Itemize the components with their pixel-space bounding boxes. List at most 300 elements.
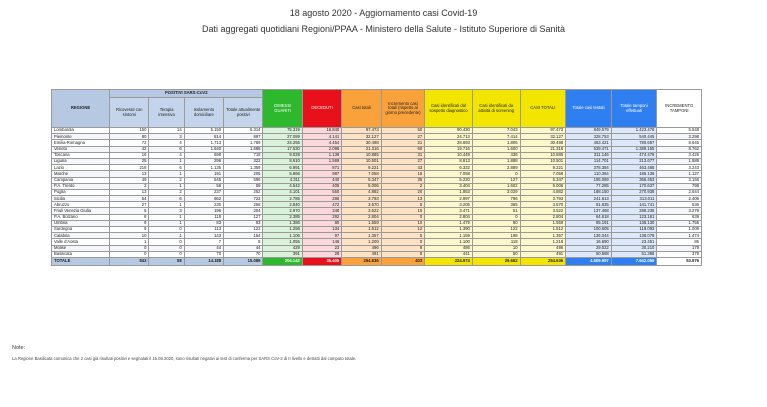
table-cell: 19.716 [425, 146, 473, 152]
table-cell: 365 [472, 202, 520, 208]
table-cell: 137.468 [566, 208, 612, 214]
table-cell: 292 [302, 214, 341, 220]
region-cell: Molise [52, 245, 110, 251]
table-cell: 10 [381, 208, 425, 214]
table-cell: 59 [224, 183, 263, 189]
table-cell: 1.359 [224, 165, 263, 171]
table-cell: 722 [224, 196, 263, 202]
table-cell: 391 [263, 251, 302, 257]
table-cell: 2.804 [520, 214, 566, 220]
table-cell: 146 [302, 239, 341, 245]
total-cell: 254.636 [342, 257, 381, 265]
table-cell: 1.423.476 [611, 128, 657, 134]
table-cell: 440 [302, 177, 341, 183]
table-cell: 639 [657, 214, 702, 220]
header-deceduti: DECEDUTI [302, 90, 341, 128]
header-casi-testati: Totale casi testati [566, 90, 612, 128]
table-cell: 1.009 [657, 227, 702, 233]
table-cell: 127 [472, 177, 520, 183]
table-cell: 44 [224, 245, 263, 251]
table-cell: 486 [425, 245, 473, 251]
region-cell: Umbria [52, 220, 110, 226]
total-cell: 204.142 [263, 257, 302, 265]
table-cell: 56 [184, 183, 223, 189]
table-cell: 188.150 [566, 189, 612, 195]
table-cell: 113 [184, 227, 223, 233]
table-cell: 0 [149, 227, 184, 233]
table-cell: 429 [263, 245, 302, 251]
region-cell: Sardegna [52, 227, 110, 233]
table-cell: 0 [472, 171, 520, 177]
table-cell: 213.677 [611, 158, 657, 164]
table-cell: 3 [149, 134, 184, 140]
table-cell: 127 [224, 214, 263, 220]
table-cell: 185.136 [611, 171, 657, 177]
table-cell: 1.357 [520, 233, 566, 239]
table-cell: 4 [149, 140, 184, 146]
table-cell: 1 [149, 202, 184, 208]
table-cell: 75.319 [263, 128, 302, 134]
table-cell: 8.762 [657, 146, 702, 152]
table-cell: 32.127 [520, 134, 566, 140]
table-cell: 441 [425, 251, 473, 257]
table-cell: 1.135 [184, 165, 223, 171]
table-cell: 7.058 [342, 171, 381, 177]
table-cell: 1.640 [184, 146, 223, 152]
table-cell: 2.804 [425, 214, 473, 220]
region-cell: Basilicata [52, 251, 110, 257]
table-cell: 4.454 [302, 140, 341, 146]
table-cell: 1.600 [472, 146, 520, 152]
table-cell: 9.221 [520, 165, 566, 171]
table-cell: 2.644 [657, 189, 702, 195]
table-cell: 2.406 [657, 196, 702, 202]
table-cell: 1.386 [263, 220, 302, 226]
table-cell: 20 [381, 189, 425, 195]
table-cell: 10.885 [342, 152, 381, 158]
table-cell: 328.753 [566, 134, 612, 140]
table-cell: 849.579 [566, 128, 612, 134]
table-cell: 50 [472, 251, 520, 257]
table-cell: 252 [224, 189, 263, 195]
table-cell: 10.449 [425, 152, 473, 158]
table-cell: 5.548 [657, 128, 702, 134]
note-label: Note: [12, 345, 26, 351]
table-cell: 3.793 [520, 196, 566, 202]
table-cell: 134 [302, 227, 341, 233]
table-cell: 897 [224, 134, 263, 140]
table-cell: 7.043 [472, 128, 520, 134]
header-positivi-group: POSITIVI SARS-CoV2 [110, 90, 263, 98]
table-cell: 1.209 [342, 239, 381, 245]
table-cell: 1.559 [520, 220, 566, 226]
table-cell: 491 [342, 251, 381, 257]
header-dimessi: DIMESSI GUARITI [263, 90, 302, 128]
table-cell: 3.205 [425, 202, 473, 208]
header-regione: REGIONE [52, 90, 110, 128]
table-cell: 8 [224, 239, 263, 245]
table-cell: 436 [472, 152, 520, 158]
header-casi-sospetto: Casi identificati dal sospetto diagnostico [425, 90, 473, 128]
table-cell: 123.161 [611, 214, 657, 220]
table-cell: 1.853 [425, 189, 473, 195]
table-cell: 1.789 [224, 140, 263, 146]
covid-data-table [51, 89, 702, 266]
table-cell: 170.637 [611, 183, 657, 189]
table-cell: 780.697 [611, 140, 657, 146]
region-cell: Abruzzo [52, 202, 110, 208]
table-cell: 0 [381, 239, 425, 245]
table-cell: 5 [110, 208, 149, 214]
table-cell: 32.127 [342, 134, 381, 140]
table-cell: 2 [149, 177, 184, 183]
table-cell: 2.970 [263, 208, 302, 214]
table-cell: 5.866 [263, 171, 302, 177]
table-cell: 5.347 [520, 177, 566, 183]
table-cell: 28.693 [425, 140, 473, 146]
table-cell: 119.093 [611, 227, 657, 233]
table-cell: 496 [520, 245, 566, 251]
region-cell: Toscana [52, 152, 110, 158]
table-cell: 17.530 [263, 146, 302, 152]
header-casi-totali: Casi totali [342, 90, 381, 128]
table-cell: 10.501 [342, 158, 381, 164]
table-cell: 7.414 [472, 134, 520, 140]
table-cell: 30.210 [611, 245, 657, 251]
table-cell: 30.498 [520, 140, 566, 146]
table-cell: 2.785 [263, 196, 302, 202]
table-cell: 110.364 [566, 171, 612, 177]
table-cell: 27 [381, 158, 425, 164]
region-cell: Calabria [52, 233, 110, 239]
table-cell: 30.498 [342, 140, 381, 146]
table-cell: 50 [381, 128, 425, 134]
table-cell: 31 [381, 152, 425, 158]
table-cell: 72 [110, 140, 149, 146]
table-cell: 3.570 [520, 202, 566, 208]
table-cell: 154 [224, 233, 263, 239]
table-cell: 987 [302, 171, 341, 177]
table-cell: 6.332 [425, 165, 473, 171]
region-cell: Lombardia [52, 128, 110, 134]
table-cell: 4.101 [263, 189, 302, 195]
table-cell: 545 [184, 177, 223, 183]
table-cell: 0 [110, 245, 149, 251]
table-cell: 1 [149, 171, 184, 177]
table-cell: 2 [110, 183, 149, 189]
table-cell: 3.471 [425, 208, 473, 214]
table-cell: 51 [472, 208, 520, 214]
region-cell: Veneto [52, 146, 110, 152]
table-cell: 93 [224, 220, 263, 226]
table-cell: 7.058 [425, 171, 473, 177]
table-cell: 1.139 [302, 152, 341, 158]
table-cell: 80 [472, 220, 520, 226]
table-cell: 80 [110, 134, 149, 140]
table-cell: 9 [110, 227, 149, 233]
table-cell: 97 [302, 233, 341, 239]
table-cell: 114.701 [566, 158, 612, 164]
table-cell: 0 [110, 251, 149, 257]
table-cell: 27.089 [263, 134, 302, 140]
table-cell: 179 [657, 245, 702, 251]
table-cell: 1.218 [520, 239, 566, 245]
table-cell: 3.029 [472, 189, 520, 195]
table-cell: 5.347 [342, 177, 381, 183]
table-cell: 14 [149, 128, 184, 134]
table-cell: 9.221 [342, 165, 381, 171]
table-cell: 1.569 [302, 158, 341, 164]
table-cell: 3.243 [657, 165, 702, 171]
table-cell: 496 [342, 245, 381, 251]
table-cell: 1.100 [425, 239, 473, 245]
total-row [52, 257, 702, 265]
table-cell: 2.098 [302, 146, 341, 152]
table-cell: 474.476 [611, 152, 657, 158]
table-cell: 4.141 [302, 134, 341, 140]
table-cell: 5 [381, 202, 425, 208]
table-cell: 83 [184, 220, 223, 226]
total-cell: 7.642.059 [611, 257, 657, 265]
header-tamponi: Totale tamponi effettuati [611, 90, 657, 128]
table-cell: 2 [149, 189, 184, 195]
table-cell: 718 [224, 152, 263, 158]
region-cell: Piemonte [52, 134, 110, 140]
table-cell: 191 [184, 171, 223, 177]
table-cell: 5.314 [224, 128, 263, 134]
table-cell: 97.473 [342, 128, 381, 134]
region-cell: Puglia [52, 189, 110, 195]
table-cell: 348 [302, 208, 341, 214]
table-cell: 379 [657, 251, 702, 257]
table-cell: 3.425 [657, 152, 702, 158]
table-cell: 5 [381, 233, 425, 239]
table-cell: 1.055 [263, 239, 302, 245]
table-cell: 1.479 [425, 220, 473, 226]
total-cell: 29.662 [472, 257, 520, 265]
header-incremento-tamponi: INCREMENTO TAMPONI [657, 90, 702, 128]
table-cell: 463.421 [566, 140, 612, 146]
table-cell: 138.078 [611, 233, 657, 239]
table-cell: 1.589 [657, 158, 702, 164]
table-cell: 122 [472, 227, 520, 233]
total-cell: 14.188 [184, 257, 223, 265]
region-cell: P.A. Trento [52, 183, 110, 189]
table-cell: 1.512 [342, 227, 381, 233]
table-cell: 91.835 [566, 202, 612, 208]
region-cell: Campania [52, 177, 110, 183]
table-cell: 3.279 [657, 208, 702, 214]
table-cell: 8.610 [263, 158, 302, 164]
table-cell: 3.522 [342, 208, 381, 214]
table-cell: 550 [302, 189, 341, 195]
table-cell: 24.713 [425, 134, 473, 140]
table-cell: 13 [110, 171, 149, 177]
table-cell: 1.474 [657, 233, 702, 239]
table-cell: 4.311 [263, 177, 302, 183]
table-cell: 1.888 [472, 158, 520, 164]
table-cell: 7.058 [520, 171, 566, 177]
page-subtitle: Dati aggregati quotidiani Regioni/PPAA - Ministero della Salute - Istituto Superiore di Sanità [201, 24, 566, 34]
table-cell: 1.559 [342, 220, 381, 226]
table-cell: 4.542 [263, 183, 302, 189]
table-cell: 1.512 [520, 227, 566, 233]
page-title: 18 agosto 2020 - Aggiornamento casi Covid-19 [289, 8, 478, 18]
table-cell: 798 [657, 183, 702, 189]
table-cell: 15 [381, 171, 425, 177]
table-cell: 814 [184, 134, 223, 140]
table-cell: 378.384 [566, 165, 612, 171]
table-cell: 1.390 [425, 227, 473, 233]
table-cell: 0 [472, 214, 520, 220]
table-cell: 1 [149, 183, 184, 189]
table-cell: 8 [110, 214, 149, 220]
table-cell: 4.882 [520, 189, 566, 195]
table-cell: 6 [149, 196, 184, 202]
table-cell: 7 [184, 239, 223, 245]
table-cell: 100.605 [566, 227, 612, 233]
table-cell: 3.156 [657, 177, 702, 183]
table-cell: 1.357 [342, 233, 381, 239]
table-cell: 6.991 [263, 165, 302, 171]
table-cell: 218 [110, 165, 149, 171]
region-cell: Lazio [52, 165, 110, 171]
header-terapia: Terapia intensiva [149, 98, 184, 128]
table-cell: 3.570 [342, 202, 381, 208]
table-cell: 44 [184, 245, 223, 251]
table-cell: 296 [184, 158, 223, 164]
total-cell: 53.976 [657, 257, 702, 265]
table-cell: 4 [149, 152, 184, 158]
table-cell: 10.501 [520, 158, 566, 164]
table-cell: 5.150 [184, 128, 223, 134]
table-cell: 1 [149, 220, 184, 226]
table-cell: 796 [472, 196, 520, 202]
table-cell: 3.793 [342, 196, 381, 202]
table-cell: 6 [149, 146, 184, 152]
table-cell: 23.451 [611, 239, 657, 245]
table-cell: 23 [302, 245, 341, 251]
table-cell: 54 [110, 196, 149, 202]
table-cell: 21 [381, 140, 425, 146]
table-cell: 16 [110, 152, 149, 158]
table-cell: 27 [381, 134, 425, 140]
table-cell: 1 [110, 239, 149, 245]
table-cell: 3.404 [425, 183, 473, 189]
table-cell: 536 [657, 202, 702, 208]
table-cell: 10 [381, 220, 425, 226]
table-cell: 13 [381, 196, 425, 202]
table-cell: 118 [184, 214, 223, 220]
table-cell: 1.713 [184, 140, 223, 146]
table-cell: 9.028 [263, 152, 302, 158]
table-cell: 539.471 [566, 146, 612, 152]
table-cell: 1.256 [263, 227, 302, 233]
table-cell: 1 [149, 158, 184, 164]
table-cell: 196 [184, 208, 223, 214]
table-cell: 10 [472, 245, 520, 251]
table-cell: 5.220 [425, 177, 473, 183]
table-cell: 12 [381, 227, 425, 233]
table-cell: 491 [520, 251, 566, 257]
table-cell: 1.159 [425, 233, 473, 239]
table-cell: 5.006 [520, 183, 566, 189]
table-cell: 150 [110, 128, 149, 134]
table-cell: 1 [149, 214, 184, 220]
table-cell: 97.473 [520, 128, 566, 134]
table-cell: 286 [302, 196, 341, 202]
table-cell: 270.938 [611, 189, 657, 195]
table-cell: 2.997 [425, 196, 473, 202]
table-cell: 122 [224, 227, 263, 233]
total-cell: 58 [149, 257, 184, 265]
table-cell: 698 [184, 152, 223, 158]
table-cell: 463.468 [611, 165, 657, 171]
region-cell: Valle d'Aosta [52, 239, 110, 245]
table-cell: 596 [224, 177, 263, 183]
table-cell: 4.882 [342, 189, 381, 195]
table-cell: 204 [224, 208, 263, 214]
table-cell: 85.191 [566, 220, 612, 226]
total-cell: 224.974 [425, 257, 473, 265]
table-cell: 311.146 [566, 152, 612, 158]
table-cell: 24.255 [263, 140, 302, 146]
table-cell: 1.106 [263, 233, 302, 239]
table-cell: 237 [184, 189, 223, 195]
region-cell: Liguria [52, 158, 110, 164]
header-totale-positivi: Totale attualmente positivi [224, 98, 263, 128]
total-cell: 403 [381, 257, 425, 265]
table-cell: 10 [110, 233, 149, 239]
table-cell: 51.388 [611, 251, 657, 257]
table-cell: 141.741 [611, 202, 657, 208]
region-cell: P.A. Bolzano [52, 214, 110, 220]
table-cell: 85 [657, 239, 702, 245]
table-cell: 8.645 [657, 140, 702, 146]
table-cell: 241.613 [566, 196, 612, 202]
table-cell: 9 [381, 245, 425, 251]
table-cell: 405 [302, 183, 341, 189]
total-cell: 35.405 [302, 257, 341, 265]
table-cell: 25 [110, 158, 149, 164]
table-cell: 230 [184, 202, 223, 208]
table-cell: 118 [472, 239, 520, 245]
table-cell: 29.022 [566, 245, 612, 251]
table-cell: 49 [110, 177, 149, 183]
table-cell: 288.238 [611, 208, 657, 214]
table-cell: 77.285 [566, 183, 612, 189]
table-cell: 472 [302, 202, 341, 208]
table-cell: 135.130 [611, 220, 657, 226]
table-cell: 64.618 [566, 214, 612, 220]
table-cell: 3.298 [657, 134, 702, 140]
table-cell: 2.889 [472, 165, 520, 171]
table-cell: 90.430 [425, 128, 473, 134]
table-cell: 35 [381, 177, 425, 183]
table-cell: 2 [381, 183, 425, 189]
table-cell: 0 [149, 245, 184, 251]
header-ricoverati: Ricoverati con sintomi [110, 98, 149, 128]
table-cell: 540.445 [611, 134, 657, 140]
table-cell: 5.006 [342, 183, 381, 189]
table-cell: 313.011 [611, 196, 657, 202]
table-cell: 366.453 [611, 177, 657, 183]
note-text: La Regione Basilicata comunica che 2 casi già risultati positivi e segnalati il 15.08.2020, sono risultati negativi ai test di conferma per SARS CoV-2 di II livello e detratti dal computo totale. [12, 356, 357, 361]
table-cell: 136.044 [566, 233, 612, 239]
table-cell: 3 [149, 208, 184, 214]
total-cell: 843 [110, 257, 149, 265]
table-cell: 28 [302, 251, 341, 257]
